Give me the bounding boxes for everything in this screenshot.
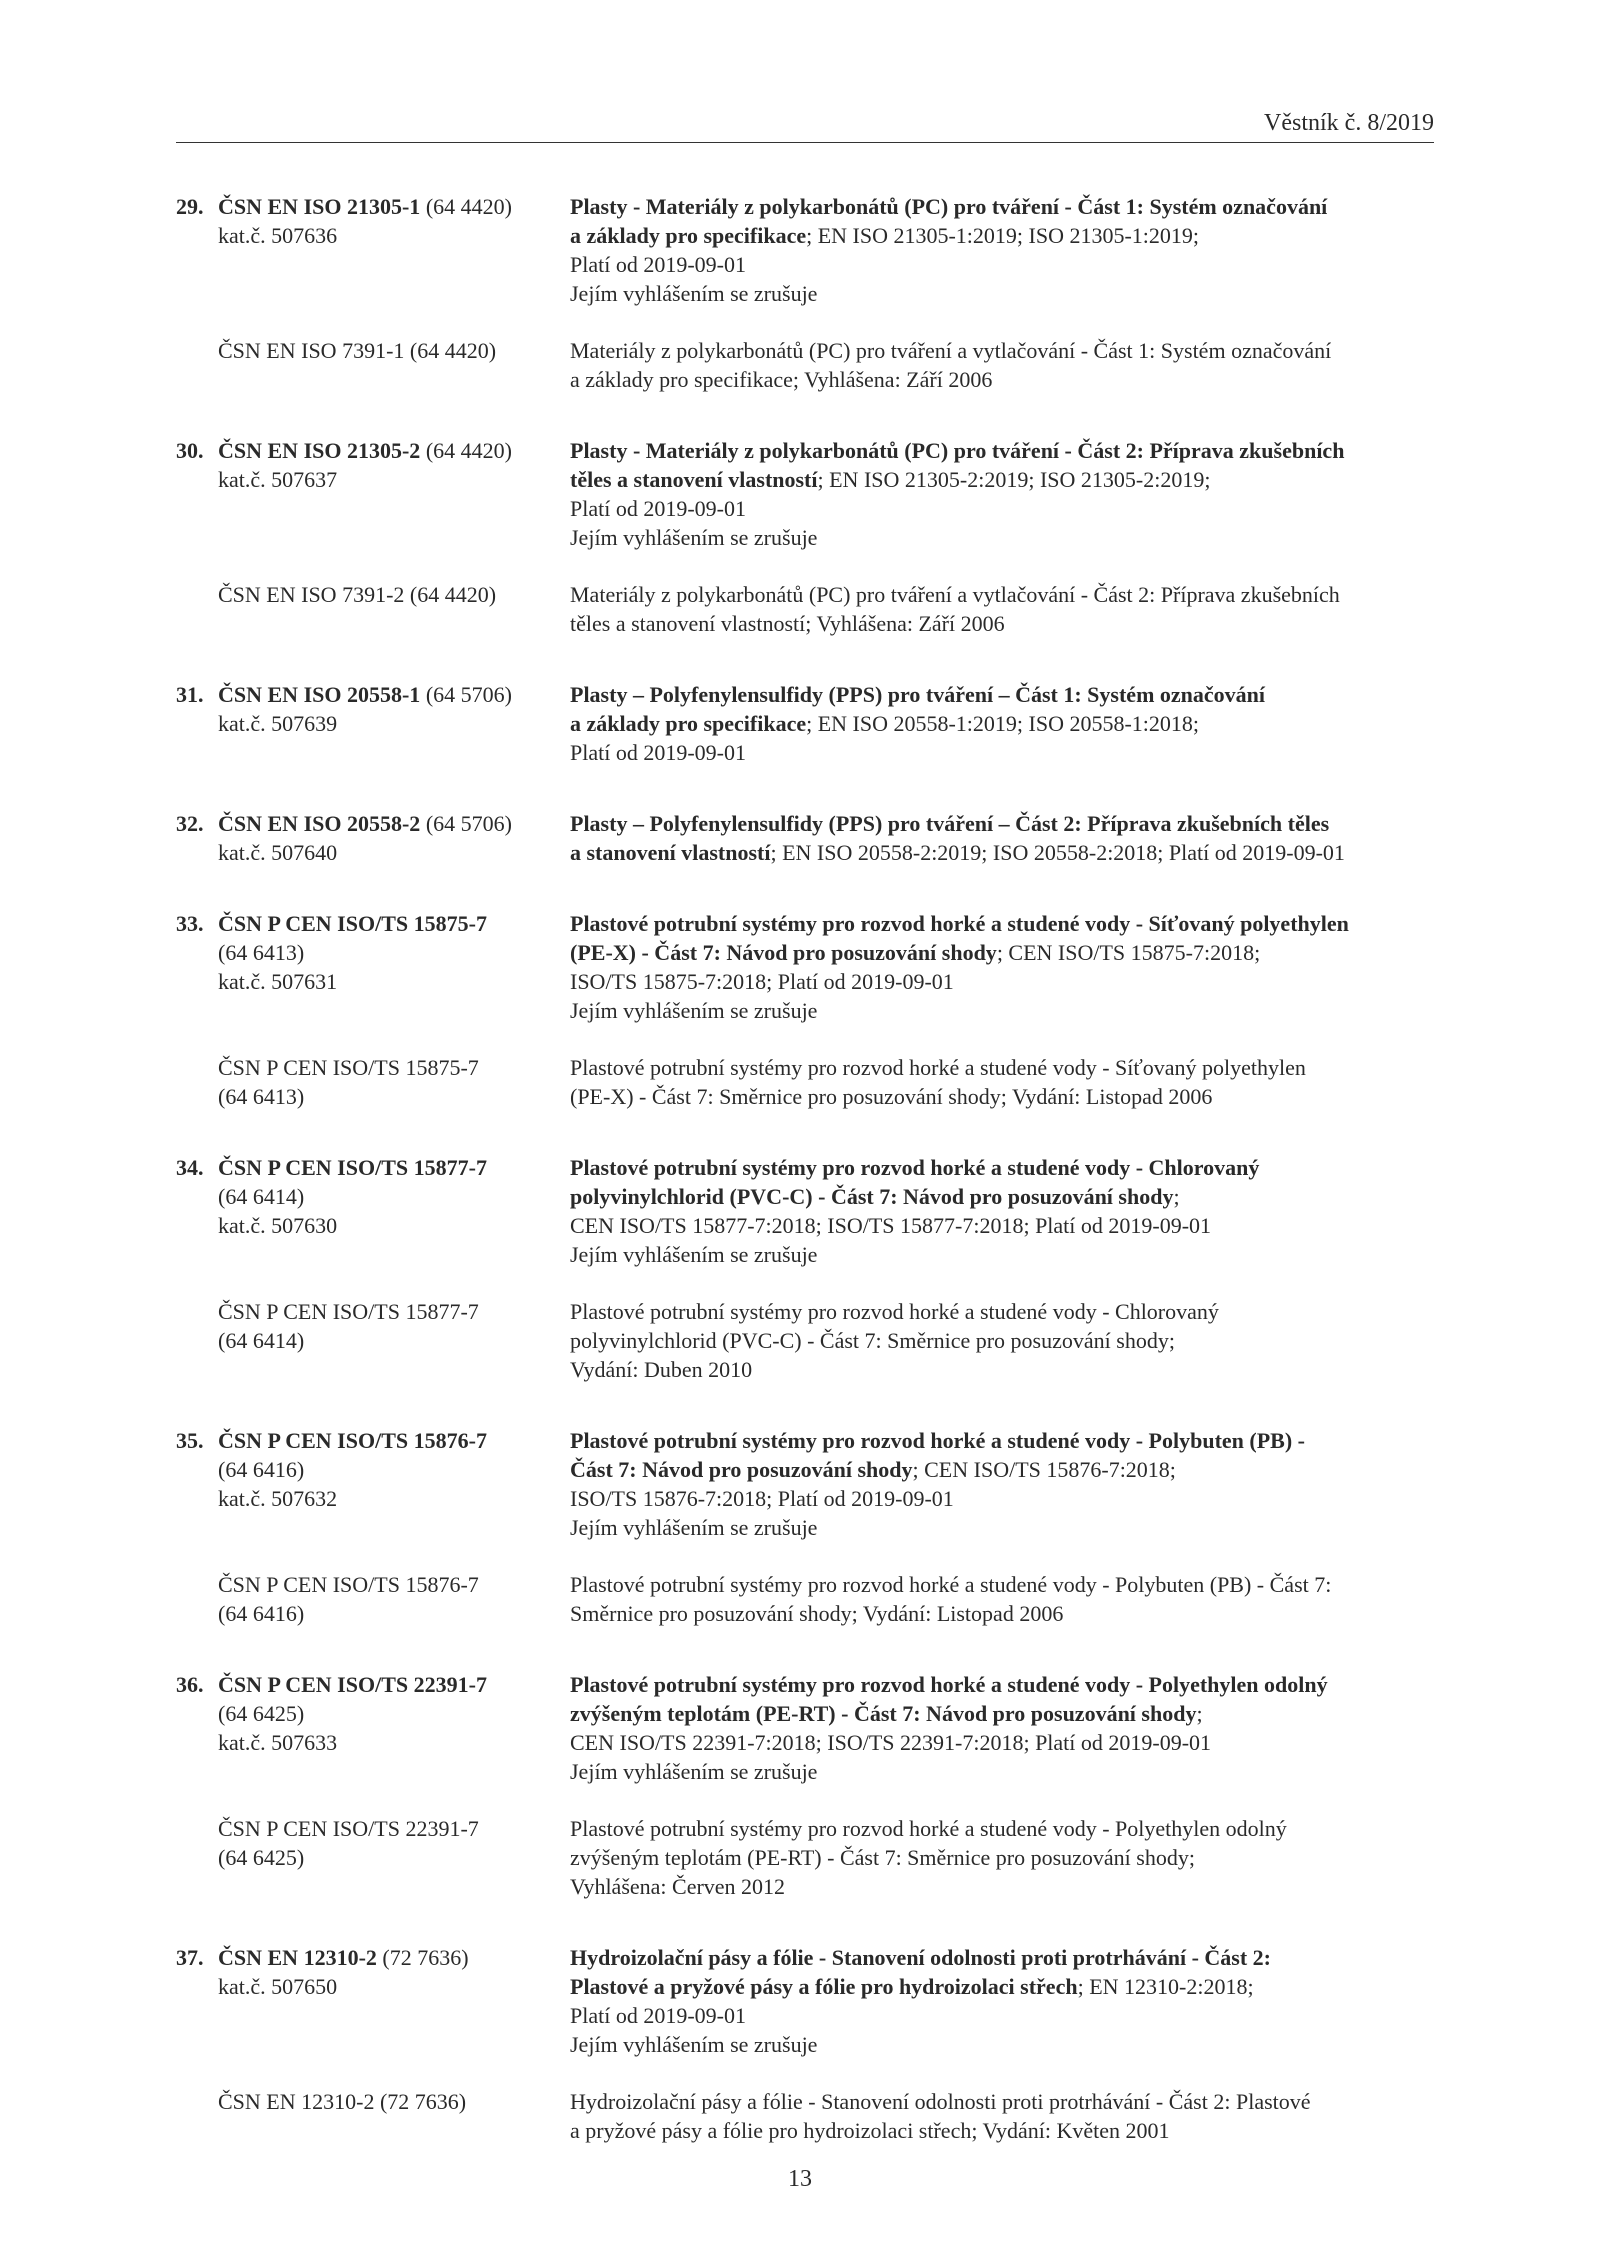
catalog-number: kat.č. 507636 bbox=[218, 223, 338, 248]
standard-code: ČSN EN ISO 20558-2 bbox=[218, 811, 421, 836]
standard-description bbox=[570, 1153, 1438, 1269]
replaced-code-line: ČSN P CEN ISO/TS 15876-7 bbox=[218, 1572, 479, 1597]
standard-details: ISO/TS 15876-7:2018; Platí od 2019-09-01 bbox=[570, 1486, 954, 1511]
standard-details: Platí od 2019-09-01 bbox=[570, 496, 746, 521]
standard-code: ČSN EN ISO 20558-1 bbox=[218, 682, 421, 707]
replaced-code-line: ČSN EN ISO 7391-1 (64 4420) bbox=[218, 338, 497, 363]
standard-code: ČSN P CEN ISO/TS 15876-7 bbox=[218, 1428, 487, 1453]
entry-main-row bbox=[176, 809, 1438, 867]
standard-description bbox=[570, 680, 1438, 767]
replaced-text-line: Plastové potrubní systémy pro rozvod horké a studené vody - Chlorovaný bbox=[570, 1299, 1219, 1324]
replaced-standard-row bbox=[176, 336, 1438, 394]
replaced-code-line: ČSN P CEN ISO/TS 22391-7 bbox=[218, 1816, 479, 1841]
catalog-number: kat.č. 507639 bbox=[218, 711, 338, 736]
standard-details: Jejím vyhlášením se zrušuje bbox=[570, 525, 818, 550]
standard-description bbox=[570, 809, 1438, 867]
standard-details: Platí od 2019-09-01 bbox=[570, 252, 746, 277]
catalog-number: kat.č. 507632 bbox=[218, 1486, 338, 1511]
standard-code: ČSN P CEN ISO/TS 22391-7 bbox=[218, 1672, 487, 1697]
standard-title: a základy pro specifikace bbox=[570, 711, 807, 736]
standard-identifier bbox=[176, 909, 570, 996]
standard-title: (PE-X) - Část 7: Návod pro posuzování shody bbox=[570, 940, 997, 965]
standard-code: ČSN EN ISO 21305-1 bbox=[218, 194, 421, 219]
journal-header: Věstník č. 8/2019 bbox=[176, 108, 1434, 143]
standard-details: ; EN ISO 20558-1:2019; ISO 20558-1:2018; bbox=[806, 711, 1200, 736]
entry-number: 35. bbox=[176, 1428, 204, 1453]
standard-details: Platí od 2019-09-01 bbox=[570, 740, 746, 765]
replaced-text-line: Směrnice pro posuzování shody; Vydání: Listopad 2006 bbox=[570, 1601, 1064, 1626]
replaced-standard-code bbox=[176, 1297, 570, 1355]
standard-title: Plastové potrubní systémy pro rozvod horké a studené vody - Síťovaný polyethylen bbox=[570, 911, 1349, 936]
replaced-standard-description bbox=[570, 1814, 1438, 1901]
entry-number: 33. bbox=[176, 911, 204, 936]
replaced-standard-code bbox=[176, 580, 570, 609]
replaced-code-line: ČSN EN 12310-2 (72 7636) bbox=[218, 2089, 467, 2114]
standard-entry bbox=[176, 809, 1438, 867]
catalog-number: (64 6414) bbox=[218, 1184, 305, 1209]
entry-main-row bbox=[176, 680, 1438, 767]
standard-class: (64 5706) bbox=[420, 682, 512, 707]
standard-code: ČSN P CEN ISO/TS 15877-7 bbox=[218, 1155, 487, 1180]
entry-main-row bbox=[176, 909, 1438, 1025]
entry-number: 34. bbox=[176, 1155, 204, 1180]
standard-details: ; CEN ISO/TS 15875-7:2018; bbox=[996, 940, 1261, 965]
standard-class: (64 4420) bbox=[420, 194, 512, 219]
replaced-text-line: Vyhlášena: Červen 2012 bbox=[570, 1874, 786, 1899]
standard-identifier bbox=[176, 1943, 570, 2001]
replaced-code-line: (64 6416) bbox=[218, 1601, 305, 1626]
catalog-number: kat.č. 507640 bbox=[218, 840, 338, 865]
standard-title: Plastové a pryžové pásy a fólie pro hydroizolaci střech bbox=[570, 1974, 1078, 1999]
standard-identifier bbox=[176, 1153, 570, 1240]
entry-main-row bbox=[176, 1670, 1438, 1786]
standard-identifier bbox=[176, 809, 570, 867]
standard-details: ; bbox=[1196, 1701, 1203, 1726]
standard-title: Část 7: Návod pro posuzování shody bbox=[570, 1457, 913, 1482]
catalog-number: kat.č. 507630 bbox=[218, 1213, 338, 1238]
entry-number: 32. bbox=[176, 811, 204, 836]
standard-details: Platí od 2019-09-01 bbox=[570, 2003, 746, 2028]
replaced-text-line: Plastové potrubní systémy pro rozvod horké a studené vody - Polybuten (PB) - Část 7: bbox=[570, 1572, 1332, 1597]
standard-details: Jejím vyhlášením se zrušuje bbox=[570, 1759, 818, 1784]
replaced-code-line: (64 6414) bbox=[218, 1328, 305, 1353]
standard-identifier bbox=[176, 1670, 570, 1757]
standard-entry bbox=[176, 1153, 1438, 1384]
replaced-standard-row bbox=[176, 2087, 1438, 2145]
standard-details: ; bbox=[1173, 1184, 1180, 1209]
replaced-standard-code bbox=[176, 1053, 570, 1111]
replaced-standard-description bbox=[570, 1053, 1438, 1111]
replaced-standard-description bbox=[570, 1570, 1438, 1628]
standard-entry bbox=[176, 1426, 1438, 1628]
standard-title: Hydroizolační pásy a fólie - Stanovení odolnosti proti protrhávání - Část 2: bbox=[570, 1945, 1271, 1970]
entry-number: 36. bbox=[176, 1672, 204, 1697]
standard-identifier bbox=[176, 680, 570, 738]
replaced-standard-description bbox=[570, 580, 1438, 638]
standard-title: Plasty - Materiály z polykarbonátů (PC) pro tváření - Část 1: Systém označování bbox=[570, 194, 1328, 219]
standard-entry bbox=[176, 1670, 1438, 1901]
replaced-standard-code bbox=[176, 336, 570, 365]
standard-code: ČSN P CEN ISO/TS 15875-7 bbox=[218, 911, 487, 936]
replaced-standard-row bbox=[176, 1570, 1438, 1628]
standard-details: ; EN 12310-2:2018; bbox=[1077, 1974, 1254, 1999]
entry-number: 30. bbox=[176, 438, 204, 463]
standard-class: (64 4420) bbox=[420, 438, 512, 463]
standard-details: ; EN ISO 20558-2:2019; ISO 20558-2:2018; Platí od 2019-09-01 bbox=[770, 840, 1345, 865]
entry-main-row bbox=[176, 1943, 1438, 2059]
standard-details: CEN ISO/TS 15877-7:2018; ISO/TS 15877-7:2018; Platí od 2019-09-01 bbox=[570, 1213, 1212, 1238]
replaced-text-line: zvýšeným teplotám (PE-RT) - Část 7: Směrnice pro posuzování shody; bbox=[570, 1845, 1195, 1870]
entry-number: 37. bbox=[176, 1945, 204, 1970]
replaced-standard-row bbox=[176, 1814, 1438, 1901]
standard-details: CEN ISO/TS 22391-7:2018; ISO/TS 22391-7:2018; Platí od 2019-09-01 bbox=[570, 1730, 1212, 1755]
replaced-text-line: a základy pro specifikace; Vyhlášena: Září 2006 bbox=[570, 367, 993, 392]
standard-details: Jejím vyhlášením se zrušuje bbox=[570, 998, 818, 1023]
standard-entry bbox=[176, 192, 1438, 394]
replaced-text-line: těles a stanovení vlastností; Vyhlášena: Září 2006 bbox=[570, 611, 1005, 636]
standard-description bbox=[570, 1426, 1438, 1542]
standard-title: Plasty - Materiály z polykarbonátů (PC) pro tváření - Část 2: Příprava zkušebních bbox=[570, 438, 1345, 463]
replaced-text-line: polyvinylchlorid (PVC-C) - Část 7: Směrnice pro posuzování shody; bbox=[570, 1328, 1175, 1353]
standard-details: Jejím vyhlášením se zrušuje bbox=[570, 2032, 818, 2057]
replaced-text-line: Plastové potrubní systémy pro rozvod horké a studené vody - Síťovaný polyethylen bbox=[570, 1055, 1306, 1080]
standard-entry bbox=[176, 909, 1438, 1111]
replaced-text-line: Materiály z polykarbonátů (PC) pro tváření a vytlačování - Část 2: Příprava zkušebních bbox=[570, 582, 1340, 607]
standard-title: Plasty – Polyfenylensulfidy (PPS) pro tváření – Část 1: Systém označování bbox=[570, 682, 1266, 707]
standard-identifier bbox=[176, 192, 570, 250]
catalog-number: (64 6425) bbox=[218, 1701, 305, 1726]
standard-title: zvýšeným teplotám (PE-RT) - Část 7: Návod pro posuzování shody bbox=[570, 1701, 1197, 1726]
standard-title: a stanovení vlastností bbox=[570, 840, 771, 865]
catalog-number: kat.č. 507637 bbox=[218, 467, 338, 492]
replaced-standard-row bbox=[176, 580, 1438, 638]
replaced-standard-description bbox=[570, 336, 1438, 394]
replaced-code-line: ČSN EN ISO 7391-2 (64 4420) bbox=[218, 582, 497, 607]
entry-main-row bbox=[176, 192, 1438, 308]
standard-entry bbox=[176, 680, 1438, 767]
replaced-standard-code bbox=[176, 1814, 570, 1872]
entry-main-row bbox=[176, 1426, 1438, 1542]
catalog-number: kat.č. 507631 bbox=[218, 969, 338, 994]
standard-details: Jejím vyhlášením se zrušuje bbox=[570, 281, 818, 306]
standard-title: Plastové potrubní systémy pro rozvod horké a studené vody - Polybuten (PB) - bbox=[570, 1428, 1305, 1453]
standard-title: těles a stanovení vlastností bbox=[570, 467, 818, 492]
entry-main-row bbox=[176, 436, 1438, 552]
standard-details: ; CEN ISO/TS 15876-7:2018; bbox=[912, 1457, 1176, 1482]
standard-title: polyvinylchlorid (PVC-C) - Část 7: Návod pro posuzování shody bbox=[570, 1184, 1174, 1209]
replaced-code-line: ČSN P CEN ISO/TS 15877-7 bbox=[218, 1299, 479, 1324]
catalog-number: kat.č. 507633 bbox=[218, 1730, 338, 1755]
replaced-standard-row bbox=[176, 1053, 1438, 1111]
standard-description bbox=[570, 192, 1438, 308]
standards-list bbox=[176, 192, 1438, 2187]
page-number: 13 bbox=[788, 2166, 812, 2192]
replaced-code-line: (64 6425) bbox=[218, 1845, 305, 1870]
standard-class: (64 5706) bbox=[420, 811, 512, 836]
replaced-code-line: ČSN P CEN ISO/TS 15875-7 bbox=[218, 1055, 479, 1080]
replaced-text-line: Materiály z polykarbonátů (PC) pro tváření a vytlačování - Část 1: Systém označování bbox=[570, 338, 1332, 363]
standard-title: Plasty – Polyfenylensulfidy (PPS) pro tváření – Část 2: Příprava zkušebních těles bbox=[570, 811, 1330, 836]
standard-class: (72 7636) bbox=[376, 1945, 469, 1970]
catalog-number: (64 6413) bbox=[218, 940, 305, 965]
entry-main-row bbox=[176, 1153, 1438, 1269]
standard-code: ČSN EN 12310-2 bbox=[218, 1945, 377, 1970]
standard-entry bbox=[176, 1943, 1438, 2145]
standard-title: a základy pro specifikace bbox=[570, 223, 807, 248]
replaced-standard-code bbox=[176, 1570, 570, 1628]
replaced-text-line: Hydroizolační pásy a fólie - Stanovení odolnosti proti protrhávání - Část 2: Plastové bbox=[570, 2089, 1311, 2114]
standard-identifier bbox=[176, 436, 570, 494]
replaced-text-line: Vydání: Duben 2010 bbox=[570, 1357, 753, 1382]
standard-description bbox=[570, 1670, 1438, 1786]
standard-identifier bbox=[176, 1426, 570, 1513]
replaced-code-line: (64 6413) bbox=[218, 1084, 305, 1109]
standard-details: Jejím vyhlášením se zrušuje bbox=[570, 1242, 818, 1267]
standard-title: Plastové potrubní systémy pro rozvod horké a studené vody - Chlorovaný bbox=[570, 1155, 1260, 1180]
standard-details: ; EN ISO 21305-2:2019; ISO 21305-2:2019; bbox=[817, 467, 1211, 492]
standard-details: ; EN ISO 21305-1:2019; ISO 21305-1:2019; bbox=[806, 223, 1200, 248]
standard-description bbox=[570, 1943, 1438, 2059]
entry-number: 31. bbox=[176, 682, 204, 707]
replaced-standard-row bbox=[176, 1297, 1438, 1384]
replaced-standard-code bbox=[176, 2087, 570, 2116]
standard-description bbox=[570, 436, 1438, 552]
catalog-number: kat.č. 507650 bbox=[218, 1974, 338, 1999]
standard-title: Plastové potrubní systémy pro rozvod horké a studené vody - Polyethylen odolný bbox=[570, 1672, 1328, 1697]
standard-details: Jejím vyhlášením se zrušuje bbox=[570, 1515, 818, 1540]
replaced-standard-description bbox=[570, 2087, 1438, 2145]
standard-code: ČSN EN ISO 21305-2 bbox=[218, 438, 421, 463]
entry-number: 29. bbox=[176, 194, 204, 219]
standard-details: ISO/TS 15875-7:2018; Platí od 2019-09-01 bbox=[570, 969, 954, 994]
catalog-number: (64 6416) bbox=[218, 1457, 305, 1482]
standard-entry bbox=[176, 436, 1438, 638]
standard-description bbox=[570, 909, 1438, 1025]
replaced-text-line: a pryžové pásy a fólie pro hydroizolaci střech; Vydání: Květen 2001 bbox=[570, 2118, 1170, 2143]
replaced-standard-description bbox=[570, 1297, 1438, 1384]
replaced-text-line: (PE-X) - Část 7: Směrnice pro posuzování shody; Vydání: Listopad 2006 bbox=[570, 1084, 1213, 1109]
replaced-text-line: Plastové potrubní systémy pro rozvod horké a studené vody - Polyethylen odolný bbox=[570, 1816, 1287, 1841]
